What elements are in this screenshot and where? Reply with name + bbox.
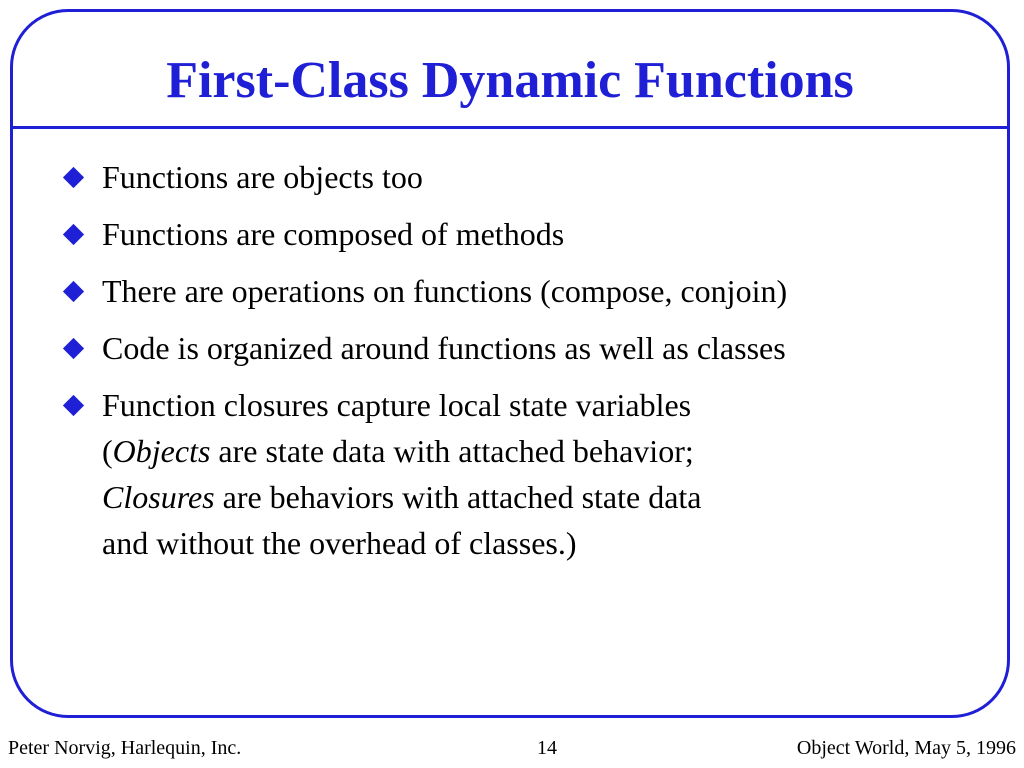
note-line-2 bbox=[102, 474, 992, 520]
bullet-text: Functions are composed of methods bbox=[102, 216, 565, 252]
note-line-1 bbox=[102, 428, 992, 474]
diamond-bullet-icon bbox=[63, 224, 84, 245]
bullet-list bbox=[62, 155, 992, 578]
footer-event: Object World, May 5, 1996 bbox=[796, 737, 1016, 759]
bullet-item bbox=[62, 326, 992, 371]
bullet-item bbox=[62, 269, 992, 314]
diamond-bullet-icon bbox=[63, 167, 84, 188]
diamond-bullet-icon bbox=[63, 281, 84, 302]
diamond-bullet-icon bbox=[63, 338, 84, 359]
bullet-text: Code is organized around functions as well as classes bbox=[102, 330, 786, 366]
term-closures: Closures bbox=[102, 479, 215, 515]
note-text: are behaviors with attached state data bbox=[214, 479, 702, 515]
term-objects: Objects bbox=[112, 433, 211, 469]
title-divider bbox=[10, 126, 1010, 129]
footer-author: Peter Norvig, Harlequin, Inc. bbox=[8, 737, 242, 759]
slide-title: First-Class Dynamic Functions bbox=[166, 52, 854, 109]
bullet-text: Function closures capture local state variables bbox=[102, 387, 692, 423]
note-text: are state data with attached behavior; bbox=[210, 433, 694, 469]
bullet-text: Functions are objects too bbox=[102, 159, 423, 195]
note-line-3: and without the overhead of classes.) bbox=[102, 525, 577, 561]
bullet-text: There are operations on functions (compose, conjoin) bbox=[102, 273, 788, 309]
diamond-bullet-icon bbox=[63, 395, 84, 416]
bullet-item bbox=[62, 155, 992, 200]
bullet-item bbox=[62, 383, 992, 566]
paren-open: ( bbox=[102, 433, 113, 469]
footer-page-number: 14 bbox=[537, 737, 557, 759]
bullet-item bbox=[62, 212, 992, 257]
